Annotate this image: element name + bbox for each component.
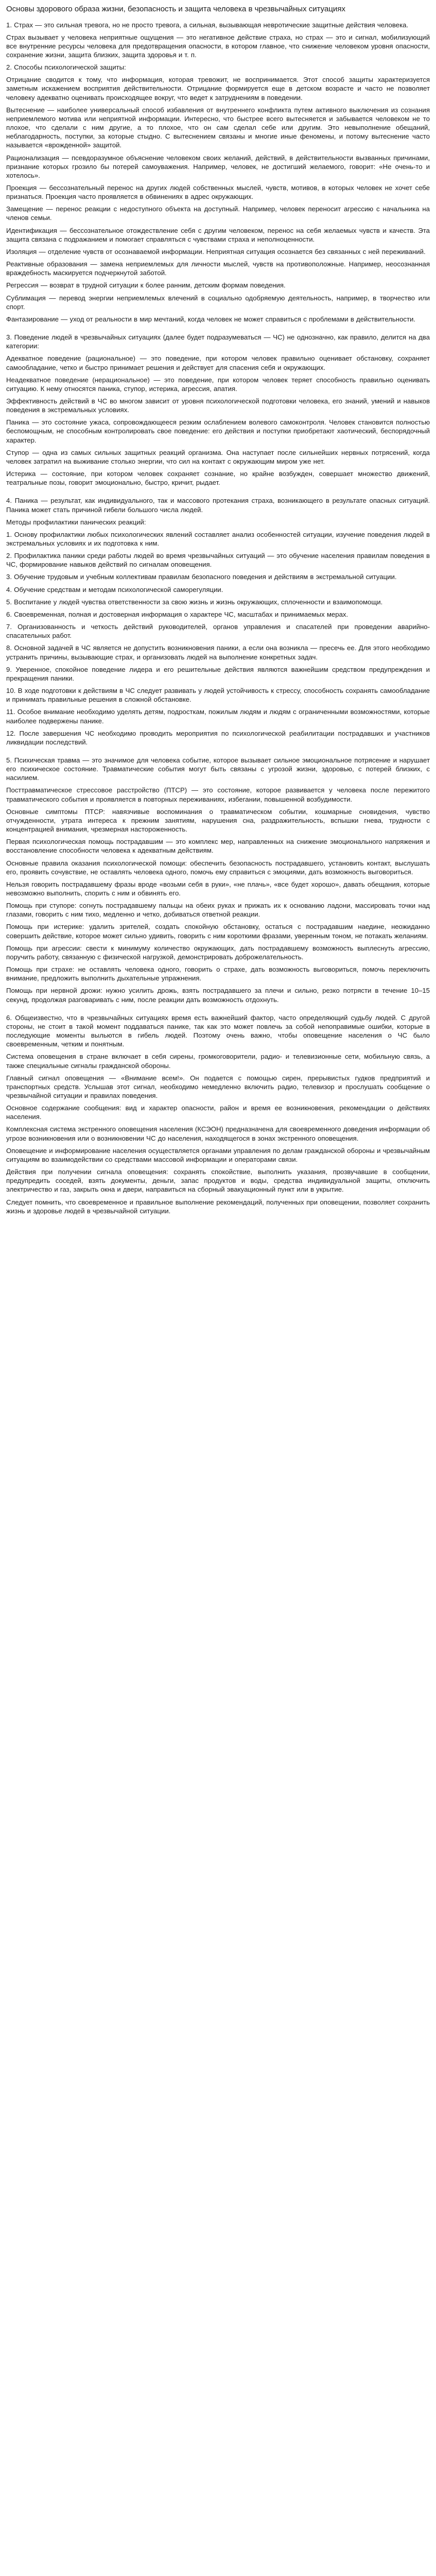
paragraph: 9. Уверенное, спокойное поведение лидера и его решительные действия являются важнейшим средством предупреждения и прекращения паники. — [6, 665, 430, 682]
paragraph: 5. Воспитание у людей чувства ответственности за свою жизнь и жизнь окружающих, сплоченности и взаимопомощи. — [6, 598, 383, 606]
paragraph: 12. После завершения ЧС необходимо проводить мероприятия по психологической реабилитации пострадавших и участников ликвидации последствий. — [6, 729, 430, 746]
paragraph: 5. Психическая травма — это значимое для человека событие, которое вызывает сильное эмоциональное потрясение и нарушает его психическое состояние. Травматические события могут быть связаны с угрозой жизни, здоровью, с потерей близких, с насилием. — [6, 756, 430, 782]
paragraph: Методы профилактики панических реакций: — [6, 518, 146, 526]
paragraph: Нельзя говорить пострадавшему фразы вроде «возьми себя в руки», «не плачь», «все будет хорошо», давать обещания, которые невозможно выполнить, спорить с ним и обвинять его. — [6, 880, 430, 897]
paragraph: 2. Способы психологической защиты: — [6, 63, 126, 72]
paragraph: Адекватное поведение (рациональное) — это поведение, при котором человек правильно оценивает обстановку, сохраняет самообладание, четко и быстро принимает решения и действует для спасения себя и окружающих. — [6, 354, 430, 371]
paragraph: Замещение — перенос реакции с недоступного объекта на доступный. Например, человек переносит агрессию с начальника на членов семьи. — [6, 205, 430, 222]
paragraph: Посттравматическое стрессовое расстройство (ПТСР) — это состояние, которое развивается у человека после пережитого травматического события и проявляется в повторных переживаниях, избегании, повышенной возбудимости. — [6, 786, 430, 803]
paragraph: Комплексная система экстренного оповещения населения (КСЭОН) предназначена для своевременного доведения информации об угрозе возникновения или о возникновении ЧС до населения, находящегося в зонах экстренного оповещения. — [6, 1125, 430, 1142]
paragraph: 2. Профилактика паники среди работы людей во время чрезвычайных ситуаций — это обучение населения правилам поведения в ЧС, формирование навыков действий по сигналам оповещения. — [6, 552, 430, 569]
section-1 — [6, 21, 430, 324]
paragraph: 6. Общеизвестно, что в чрезвычайных ситуациях время есть важнейший фактор, часто определяющий судьбу людей. С другой стороны, не стоит в такой момент поддаваться панике, так как это может повлечь за собой непоправимые ошибки, которые в последующие моменты выльются в гибель людей. Поэтому очень важно, чтобы оповещение населения о ЧС было своевременным, четким и понятным. — [6, 1013, 430, 1048]
paragraph: Система оповещения в стране включает в себя сирены, громкоговорители, радио- и телевизионные сети, мобильную связь, а также специальные сигналы гражданской обороны. — [6, 1053, 430, 1070]
paragraph: Основное содержание сообщения: вид и характер опасности, район и время ее возникновения, рекомендации о действиях населения. — [6, 1104, 430, 1121]
section-2 — [6, 333, 430, 487]
paragraph: 4. Паника — результат, как индивидуального, так и массового протекания страха, возникающего в результате опасных ситуаций. Паника может стать причиной гибели большого числа людей. — [6, 497, 430, 514]
paragraph: Помощь при агрессии: свести к минимуму количество окружающих, дать пострадавшему возможность выплеснуть агрессию, поручить работу, связанную с физической нагрузкой, демонстрировать доброжелательность. — [6, 944, 430, 961]
paragraph: 7. Организованность и четкость действий руководителей, органов управления и спасателей при проведении аварийно-спасательных работ. — [6, 623, 430, 640]
paragraph: 6. Своевременная, полная и достоверная информация о характере ЧС, масштабах и принимаемых мерах. — [6, 610, 348, 618]
paragraph: Ступор — одна из самых сильных защитных реакций организма. Она наступает после сильнейших нервных потрясений, когда человек затратил на выживание столько энергии, что сил на контакт с окружающим миром уже нет. — [6, 448, 430, 465]
paragraph: 11. Особое внимание необходимо уделять детям, подросткам, пожилым людям и людям с ограниченными возможностями, которые наиболее подвержены панике. — [6, 708, 430, 725]
paragraph: Оповещение и информирование населения осуществляется органами управления по делам гражданской обороны и чрезвычайным ситуациям во взаимодействии со средствами массовой информации и операторами связи. — [6, 1146, 430, 1163]
paragraph: Рационализация — псевдоразумное объяснение человеком своих желаний, действий, в действительности вызванных причинами, признание которых грозило бы потерей самоуважения. Например, человек, не достигший желаемого, говорит: «Не очень-то и хотелось». — [6, 154, 430, 179]
section-5 — [6, 1013, 430, 1215]
paragraph: Помощь при ступоре: согнуть пострадавшему пальцы на обеих руках и прижать их к основанию ладони, массировать точки над глазами, говорить с ним тихо, медленно и четко, добиваться ответной реакции. — [6, 902, 430, 919]
paragraph: Следует помнить, что своевременное и правильное выполнение рекомендаций, полученных при оповещении, позволяет сохранить жизнь и здоровье людей в чрезвычайной ситуации. — [6, 1198, 430, 1215]
paragraph: Первая психологическая помощь пострадавшим — это комплекс мер, направленных на снижение эмоционального напряжения и восстановление способности человека к адекватным действиям. — [6, 838, 430, 855]
paragraph: Изоляция — отделение чувств от осознаваемой информации. Неприятная ситуация осознается без связанных с ней переживаний. — [6, 247, 426, 256]
paragraph: Вытеснение — наиболее универсальный способ избавления от внутреннего конфликта путем активного выключения из сознания неприемлемого мотива или неприятной информации. Интересно, что быстрее всего вытесняется и забывается человеком не то плохое, что сделали с ним другие, а то плохое, что он сам сделал себе или другим. Это невыполнение обещаний, неблагодарность, поступки, за которые стыдно. С вытеснением связаны и многие иные феномены, и потому вытеснение часто называется «врожденной» защитой. — [6, 106, 430, 149]
paragraph: Неадекватное поведение (нерациональное) — это поведение, при котором человек теряет способность правильно оценивать ситуацию. К нему относятся паника, ступор, истерика, агрессия, апатия. — [6, 376, 430, 393]
paragraph: Помощь при истерике: удалить зрителей, создать спокойную обстановку, остаться с пострадавшим наедине, неожиданно совершить действие, которое может сильно удивить, говорить с ним короткими фразами, уверенным тоном, не потакать желаниям. — [6, 923, 430, 940]
paragraph: 1. Страх — это сильная тревога, но не просто тревога, а сильная, вызывающая невротические защитные действия человека. — [6, 21, 409, 29]
paragraph: Паника — это состояние ужаса, сопровождающееся резким ослаблением волевого самоконтроля. Человек становится полностью беспомощным, не способным контролировать свое поведение: его действия и поступки приобретают хаотический, беспорядочный характер. — [6, 418, 430, 444]
paragraph: Помощь при нервной дрожи: нужно усилить дрожь, взять пострадавшего за плечи и сильно, резко потрясти в течение 10–15 секунд, продолжая разговаривать с ним, после реакции дать возможность отдохнуть. — [6, 987, 430, 1004]
paragraph: Сублимация — перевод энергии неприемлемых влечений в социально одобряемую деятельность, например, в творчество или спорт. — [6, 294, 430, 311]
paragraph: Действия при получении сигнала оповещения: сохранять спокойствие, выполнить указания, прозвучавшие в сообщении, предупредить соседей, взять документы, деньги, запас продуктов и воды, средства индивидуальной защиты, отключить электричество и газ, закрыть окна и двери, направиться на сборный эвакуационный пункт или в укрытие. — [6, 1168, 430, 1194]
paragraph: 4. Обучение средствам и методам психологической саморегуляции. — [6, 585, 223, 594]
paragraph: 1. Основу профилактики любых психологических явлений составляет анализ особенностей ситуации, изучение поведения людей в экстремальных условиях и их подготовка к ним. — [6, 530, 430, 547]
paragraph: Основные правила оказания психологической помощи: обеспечить безопасность пострадавшего, установить контакт, выслушать его, проявить сочувствие, не оставлять человека одного, помочь ему справиться с эмоциями, дать возможность выговориться. — [6, 859, 430, 876]
paragraph: Реактивные образования — замена неприемлемых для личности мыслей, чувств на противоположные. Например, неосознанная враждебность маскируется подчеркнутой заботой. — [6, 260, 430, 277]
paragraph: Основные симптомы ПТСР: навязчивые воспоминания о травматическом событии, кошмарные сновидения, чувство отчужденности, утрата интереса к прежним занятиям, нарушения сна, раздражительность, вспышки гнева, трудности с концентрацией внимания, чрезмерная настороженность. — [6, 807, 430, 834]
paragraph: 3. Поведение людей в чрезвычайных ситуациях (далее будет подразумеваться — ЧС) не однозначно, как правило, делится на два категории: — [6, 333, 430, 350]
paragraph: Помощь при страхе: не оставлять человека одного, говорить о страхе, дать возможность выговориться, помочь переключить внимание, предложить выполнить дыхательные упражнения. — [6, 965, 430, 982]
paragraph: Проекция — бессознательный перенос на других людей собственных мыслей, чувств, мотивов, в которых человек не хочет себе признаться. Проекция часто проявляется в обвинениях в адрес окружающих. — [6, 184, 430, 201]
paragraph: Страх вызывает у человека неприятные ощущения — это негативное действие страха, но страх — это и сигнал, мобилизующий все внутренние ресурсы человека для предотвращения опасности, в котором главное, что снижение человеком уровня опасности, сохранение жизни, защита близких, защита здоровья и т. п. — [6, 33, 430, 59]
paragraph: Отрицание сводится к тому, что информация, которая тревожит, не воспринимается. Этот способ защиты характеризуется заметным искажением восприятия действительности. Отрицание формируется еще в детском возрасте и часто не позволяет человеку адекватно оценивать происходящее вокруг, что ведет к затруднениям в поведении. — [6, 76, 430, 101]
paragraph: 8. Основной задачей в ЧС является не допустить возникновения паники, а если она возникла — пресечь ее. Для этого необходимо устранить причины, вызывающие страх, и организовать людей на выполнение конкретных задач. — [6, 644, 430, 661]
paragraph: 3. Обучение трудовым и учебным коллективам правилам безопасного поведения и действиям в экстремальной ситуации. — [6, 573, 397, 581]
paragraph: Регрессия — возврат в трудной ситуации к более ранним, детским формам поведения. — [6, 281, 286, 290]
paragraph: Идентификация — бессознательное отождествление себя с другим человеком, перенос на себя желаемых чувств и качеств. Эта защита связана с подражанием и помогает справляться с чувствами страха и неполноценности. — [6, 226, 430, 243]
document-title: Основы здорового образа жизни, безопасность и защита человека в чрезвычайных ситуациях — [6, 5, 345, 13]
section-4 — [6, 756, 430, 1004]
paragraph: Главный сигнал оповещения — «Внимание всем!». Он подается с помощью сирен, прерывистых гудков предприятий и транспортных средств. Услышав этот сигнал, необходимо немедленно включить радио, телевизор и прослушать сообщение о чрезвычайной ситуации и правилах поведения. — [6, 1074, 430, 1099]
paragraph: 10. В ходе подготовки к действиям в ЧС следует развивать у людей устойчивость к стрессу, способность сохранять самообладание и принимать правильные решения в сложной обстановке. — [6, 687, 430, 704]
paragraph: Истерика — состояние, при котором человек сохраняет сознание, но крайне возбужден, совершает множество движений, театральные позы, говорит эмоционально, быстро, кричит, рыдает. — [6, 470, 430, 487]
paragraph: Эффективность действий в ЧС во многом зависит от уровня психологической подготовки человека, его знаний, умений и навыков поведения в экстремальных условиях. — [6, 397, 430, 414]
paragraph: Фантазирование — уход от реальности в мир мечтаний, когда человек не может справиться с проблемами в действительности. — [6, 315, 416, 323]
document-body — [6, 21, 430, 1215]
document-page — [0, 0, 436, 1233]
section-3 — [6, 496, 430, 747]
